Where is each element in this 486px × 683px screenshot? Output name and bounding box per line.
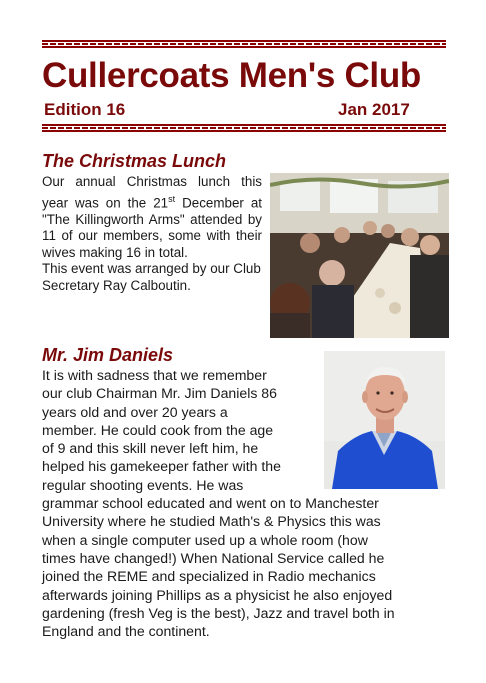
issue-date: Jan 2017	[338, 100, 410, 119]
text-line: member. He could cook from the age	[42, 421, 274, 438]
text-line: grammar school educated and went on to Manchester	[42, 495, 379, 512]
header-divider	[42, 124, 446, 132]
jim-daniels-portrait	[324, 351, 445, 489]
text-line: our club Chairman Mr. Jim Daniels 86	[42, 385, 277, 402]
text-line: regular shooting events. He was	[42, 476, 244, 493]
christmas-lunch-arranger: This event was arranged by our Club Secretary Ray Calboutin.	[42, 261, 261, 294]
text-line: joined the REME and specialized in Radio mechanics	[42, 568, 376, 585]
top-divider	[42, 40, 446, 48]
edition-number: Edition 16	[44, 100, 126, 119]
christmas-lunch-heading: The Christmas Lunch	[42, 151, 227, 171]
christmas-lunch-photo	[270, 173, 449, 338]
jim-daniels-wrapped-text	[42, 366, 312, 494]
text-line: gardening (fresh Veg is the best), Jazz and travel both in	[42, 604, 395, 621]
christmas-lunch-text	[42, 174, 262, 295]
jim-daniels-heading: Mr. Jim Daniels	[42, 345, 174, 365]
text-line: times have changed!) When National Service called he	[42, 549, 385, 566]
text-line: afterwards joining Phillips as a physicist he also enjoyed	[42, 586, 393, 603]
text-line: when a single computer used up a whole room (how	[42, 531, 368, 548]
text-line: helped his gamekeeper father with the	[42, 458, 281, 475]
christmas-lunch-paragraph: Our annual Christmas lunch this year was on the 21st December at "The Killingworth Arms" attended by 11 of our members, some with their wives making 16 in total.	[42, 174, 262, 260]
text-line: University where he studied Math's & Physics this was	[42, 513, 381, 530]
newsletter-title: Cullercoats Men's Club	[42, 56, 422, 95]
text-line: It is with sadness that we remember	[42, 367, 267, 383]
text-line: years old and over 20 years a	[42, 403, 228, 420]
text-line: of 9 and this skill never left him, he	[42, 440, 259, 457]
text-line: England and the continent.	[42, 623, 210, 640]
